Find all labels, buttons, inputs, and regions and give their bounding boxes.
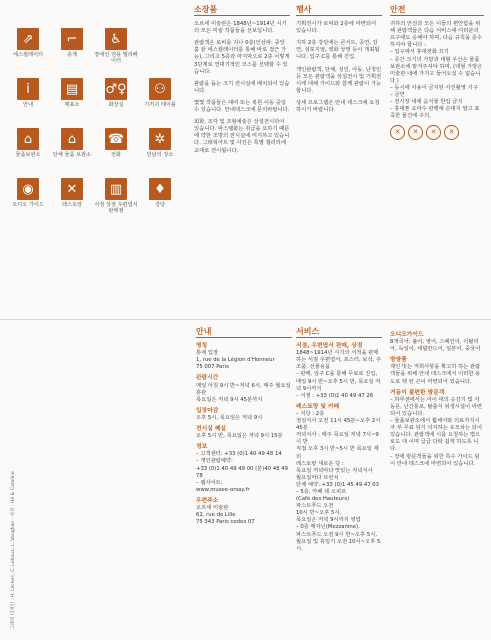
icon-label: 화장실 [108, 102, 124, 108]
hours-label: 관람시간 [196, 375, 219, 382]
icon-cell [6, 178, 50, 222]
collection-para-0: 오르세 미술관은 1848년~1914년 시기의 모든 미술 작품들을 선보입니다. [194, 21, 287, 35]
credits-vertical [10, 330, 18, 630]
address-value: 통에 입장 1, rue de la Légion d'Honneur 75 007 Paris [196, 350, 275, 371]
services-heading: 서비스 [296, 328, 382, 338]
icon-cell [94, 128, 138, 172]
collection-para-1: 관람객은 로비를 지나 0층(인상파: 중앙 홀 끝 에스컬레이터를 통해 바로 접근 가능), 그리고 5층과 마지막으로 2층 이렇게 3단계로 연대기적인 코스를 선택할 수 있습니다. [194, 40, 290, 75]
safety-para-0: 귀하의 안전과 모든 이들의 편안함을 위해 관람객들은 다음 서비스에 여러분의 요구에도 응해야 하며, 다음 규칙을 준수하셔야 합니다 : – 입구에서 휴대전화 끄기 – 증간 크기의 가방과 대형 우산은 물품보관소에 맡겨주셔야 하며, (대형 가방은 미술관 내에 가지고 들어오실 수 없습니다.) – 동시에 사용이 금지된 사진촬영 기구 – 금연 – 전시장 내에 음식물 반입 금지 – 휴대폰 요마수 관행예 손대지 말고 표죽한 물건에 주의. [390, 21, 483, 120]
contact-label: 정보 [196, 444, 208, 451]
bottom-panel [0, 320, 491, 640]
icon-label: 매표소 [64, 102, 80, 108]
shop-label: 서점, 우편엽서 판매, 상점 [296, 343, 363, 350]
lost-label: 방쌍품 [390, 357, 407, 364]
events-heading: 행사 [296, 6, 382, 16]
exhibit-close-value: 오후 5시 반, 목요일은 저녁 9시 15분 [196, 433, 283, 440]
events-para-0: 기획전시가 로비와 2층에 마련되어 있습니다. [296, 21, 377, 35]
events-para-3: 상세 프로그램은 안내 데스크에 요청하시기 바랍니다. [296, 99, 380, 114]
credits-text: 그래픽 디자인 : H. Leclerc, C. Lehoux, L. Vaughan · 사진 : Hé & Caroline [11, 471, 16, 630]
icon-cell [138, 28, 182, 72]
lost-value: 제인 빗는 저희사항을 확고히 하는 관람객들을 위해 안내 데스크에서 이러한 용도로 택 된 곤이 마련되어 있습니다. [390, 364, 481, 385]
icon-label: 물품보관소 [15, 152, 41, 158]
meeting-point-icon: ✲ [149, 128, 171, 150]
bookshop-icon: ▥ [105, 178, 127, 200]
no-camera-icon: ✕ [426, 125, 441, 140]
info-icon: i [17, 78, 39, 100]
ticket-label: 입장마감 [196, 407, 219, 414]
audio-guide-icon: ◉ [17, 178, 39, 200]
restaurant-label: 레스토랑 및 카페 [296, 403, 340, 410]
icon-label: 기저귀 테이블 [144, 102, 176, 108]
restaurant-value: – 식당 : 2층 점심식사 오전 11시 45분~오후 2시 45분 저녁식사 : 매주 목요일 저녁 7시~9시 반 직접 오후 3시 반~5시 반 목요일 제외 레스토랑 새로운 당 : 목요일 저녁마다 맛있는 저녁식사 월요일마다 브런치 단체 예약: +33 (0)1 45 49 47 03 – 5층, 카페 데 오피르 (Café des Hauteurs) 파스트푸드 오전 10시 반~오후 5시, 목요일은 저녁 9시까지 영업 – 0층 메자닌(Mezzanine), 파스트푸드 오전 9시 반~오후 5시, 월요일 및 휴일기 오전 10시~오후 5시. [296, 410, 381, 552]
icon-label: 장애인 전용 엘리베이터 [94, 52, 138, 64]
audio-column [390, 328, 484, 471]
icon-label: 단체 물품 보관소 [52, 152, 92, 158]
baby-change-icon: ⚇ [149, 78, 171, 100]
icon-label: 만남의 장소 [146, 152, 174, 158]
restaurant-icon: ✕ [61, 178, 83, 200]
icon-label: 안내 [22, 102, 34, 108]
address-label: 명칭 [196, 343, 208, 350]
safety-column [390, 6, 484, 140]
icon-cell [50, 128, 94, 172]
collection-column [194, 6, 290, 160]
ticket-value: 오후 5시, 목요일은 저녁 9시 [196, 414, 263, 421]
icon-cell [94, 28, 138, 72]
contact-value: – 고객센터: +33 (0)1 40 49 48 14 – 개인관람예약: +33 (0)1 40 49 49 00 (분)40 48 49 78 – 웹사이트: www.musee-orsay.fr [196, 451, 288, 493]
icon-legend [6, 28, 184, 222]
mail-label: 우편주소 [196, 497, 219, 504]
escalator-icon: ⇗ [17, 28, 39, 50]
icon-cell [50, 78, 94, 122]
icon-cell [94, 178, 138, 222]
services-column [296, 328, 382, 556]
icon-cell [6, 78, 50, 122]
no-smoking-icon: ✕ [444, 125, 459, 140]
hours-value: 매일 아침 9시 반~저녁 6시, 매주 월요일 휴관 목요일은 저녁 9시 45분까지 [196, 382, 291, 403]
phone-icon: ☎ [105, 128, 127, 150]
audio-label: 오디오가이드 [390, 332, 424, 338]
icon-label: 오디오 가이드 [12, 202, 44, 208]
events-para-1: 지하 2층 강당에는 콘서트, 공연, 강연, 심포지엄, 영화 상영 등이 개최됩니다. 입구 C를 통해 진입. [296, 40, 380, 61]
collection-para-2: 관람을 돕는 크기 전시실에 배치되어 있습니다. [194, 80, 290, 94]
icon-label: 강당 [154, 202, 166, 208]
safety-heading: 안전 [390, 6, 484, 16]
access-label: 거동이 불편한 방문객 [390, 389, 445, 396]
collection-para-3: 몇몇 작품들은 대여 또는 복원 이동 중일 수 있습니다. 안내데스크에 문의바랍니다. [194, 99, 290, 114]
group-cloakroom-icon: ⌂ [61, 128, 83, 150]
ticket-office-icon: ▤ [61, 78, 83, 100]
info-column [196, 328, 292, 529]
icon-label: 에스컬레이터 [12, 52, 44, 58]
no-phone-icon: ✕ [390, 125, 405, 140]
shop-value: 1848~1914년 시기의 서적을 판매하는 서점 우편엽서, 포스터, 보석, 주조품, 선물용품 – 판매, 임구 C을 통해 무료로 진입, 매일 9시 반~오후 5시 반, 목요일 저녁 9시까지 – 서점 : +33 (0)1 40 49 47 26 [296, 350, 382, 399]
icon-cell [138, 128, 182, 172]
access-value: – 하루센에서는 어이 대의 승강기 및 자동문, 난간통로, 탈출식 위생시설이 마련되어 있습니다. – 물품보관소에서 휠체어와 의료자지시자 부 무료 뒤기 의지하는 유모차는 되어 있습니다. 관람객에 시를 요청하는 법으로도 대 이며 급급 다락 쉽게 하도록 니다. – 장애 방문객들을 위한 특수 가이드 덤이 안내 데스크에 마련되어 있습니다. [390, 396, 482, 467]
collection-para-4: 회화, 조각 및 조형예술은 상설전시되어 있습니다. 파스텔화는 취급을 요하기 때문에 약한 조명의 전시실에 머지하고 있습니다. 그래픽아트 및 사진은 특별 갤러리에 교대로 전시됩니다. [194, 119, 290, 154]
collection-heading: 소장품 [194, 6, 290, 16]
audio-value: 8개국어: 불어, 영어, 스페인어, 이탈리아, 독일어, 네덜란드어, 일본어, 중국어 [390, 339, 481, 353]
icon-cell [6, 128, 50, 172]
icon-cell [50, 178, 94, 222]
events-para-2: 개인관람객, 단체, 성인, 아동, 난청인 등 모든 관람객을 상설전시 및 기획전시에 대해 가이드와 함께 관람이 가능합니다. [296, 66, 382, 94]
info-heading: 안내 [196, 328, 292, 338]
icon-label: 층계 [66, 52, 78, 58]
accessible-elevator-icon: ♿ [105, 28, 127, 50]
exhibit-close-label: 전시실 폐실 [196, 426, 227, 433]
icon-cell [50, 28, 94, 72]
icon-label: 전화 [110, 152, 122, 158]
events-column [296, 6, 382, 119]
icon-cell [94, 78, 138, 122]
no-food-icon: ✕ [408, 125, 423, 140]
icon-cell [138, 178, 182, 222]
mail-value: 오르세 미술관 62, rue de Lille 75 343 Paris cedex 07 [196, 504, 255, 526]
cloakroom-icon: ⌂ [17, 128, 39, 150]
prohibited-icons [390, 125, 484, 140]
stairs-icon: ⌐ [61, 28, 83, 50]
restroom-icon: ♂♀ [105, 78, 127, 100]
icon-label: 레스토랑 [61, 202, 83, 208]
icon-label: 서점 상점 우편엽서 판매점 [94, 202, 138, 214]
icon-cell [6, 28, 50, 72]
icon-cell [138, 78, 182, 122]
auditorium-icon: ♦ [149, 178, 171, 200]
